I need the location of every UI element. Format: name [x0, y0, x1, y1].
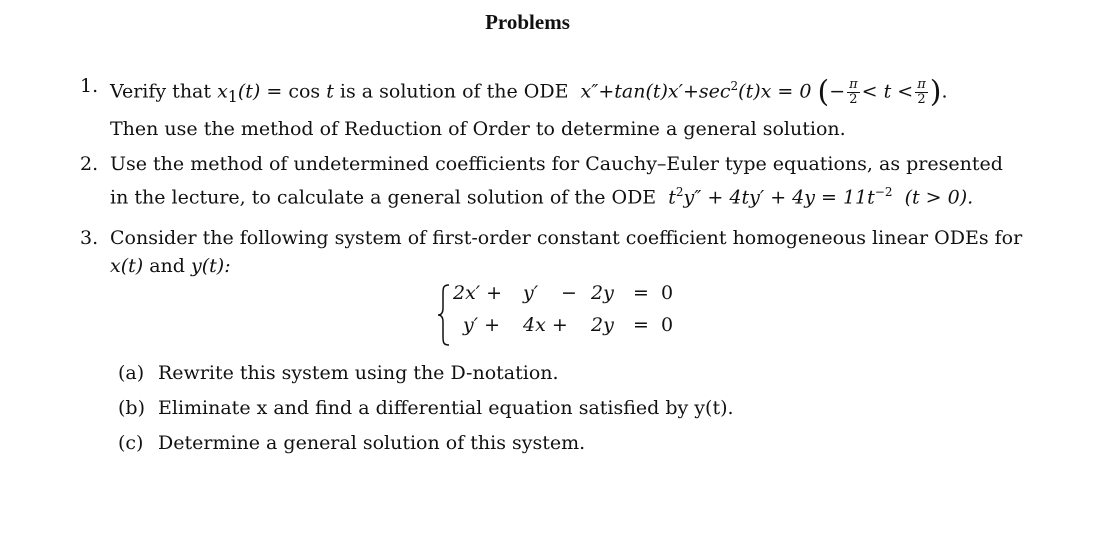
- paren-open: (: [817, 74, 830, 110]
- problem-2: [80, 150, 1070, 211]
- page-title: Problems: [485, 10, 570, 34]
- text: is a solution of the ODE: [339, 80, 569, 103]
- left-brace-icon: [437, 284, 451, 346]
- text: in the lecture, to calculate a general solution of the ODE: [110, 186, 657, 209]
- part-b: (b) Eliminate x and find a differential equation satisfied by y(t).: [118, 397, 734, 419]
- math-t: t: [326, 80, 334, 103]
- problem-1-line-2: Then use the method of Reduction of Order to determine a general solution.: [110, 118, 846, 141]
- math-ode-end: (t)x = 0: [738, 80, 812, 103]
- math-yt: y(t):: [191, 255, 231, 277]
- problem-1-line-1: Verify that $x_1(t) = \cos t$ is a solution of the ODE $x''+\tan(t)x'+\sec^2(t)x = 0$ (− $\frac{\pi}{2}$ < t < $\frac{\pi}{2}$ ).: [110, 74, 948, 110]
- math-sup: 2: [730, 79, 739, 93]
- problem-3-line-2: [110, 252, 1070, 280]
- part-a: (a) Rewrite this system using the D-notation.: [118, 362, 559, 384]
- math-condition: (t > 0).: [904, 186, 974, 209]
- math-x: x: [217, 80, 228, 103]
- fraction-pi-over-2: $\frac{\pi}{2}$: [917, 76, 926, 107]
- math-ode: x″+tan(t)x′+sec: [580, 80, 731, 103]
- math-sup: 2: [675, 185, 684, 199]
- text: Verify that: [110, 80, 212, 103]
- paren-close: ): [929, 74, 942, 110]
- text: and: [149, 255, 185, 277]
- math-cos: cos: [288, 80, 321, 103]
- problem-number: 3.: [80, 227, 99, 249]
- problem-3-line-1: Consider the following system of first-order constant coefficient homogeneous linear ODEs for: [110, 227, 1023, 249]
- math-interval: < t <: [861, 80, 914, 103]
- part-c: (c) Determine a general solution of this system.: [118, 432, 586, 454]
- problem-number: 2.: [80, 153, 99, 175]
- math-sup: −2: [874, 185, 893, 199]
- math-sub: 1: [227, 87, 238, 107]
- math-xt: x(t): [110, 255, 144, 277]
- fraction-pi-over-2: $\frac{\pi}{2}$: [849, 76, 858, 107]
- problem-1: [80, 72, 1070, 143]
- math-eq: t: [668, 186, 676, 209]
- problem-2-line-2: [110, 178, 1070, 211]
- problem-number: 1.: [80, 75, 99, 97]
- math-eq: y″ + 4ty′ + 4y = 11t: [683, 186, 875, 209]
- problem-3: [80, 224, 1070, 280]
- problem-2-line-1: Use the method of undetermined coefficients for Cauchy–Euler type equations, as presented: [110, 153, 1003, 175]
- equation-system: 2x′ + y′ − 2y = 0 y′ + 4x + 2y = 0: [437, 282, 687, 346]
- period: .: [941, 80, 948, 103]
- math-arg: (t) =: [237, 80, 283, 103]
